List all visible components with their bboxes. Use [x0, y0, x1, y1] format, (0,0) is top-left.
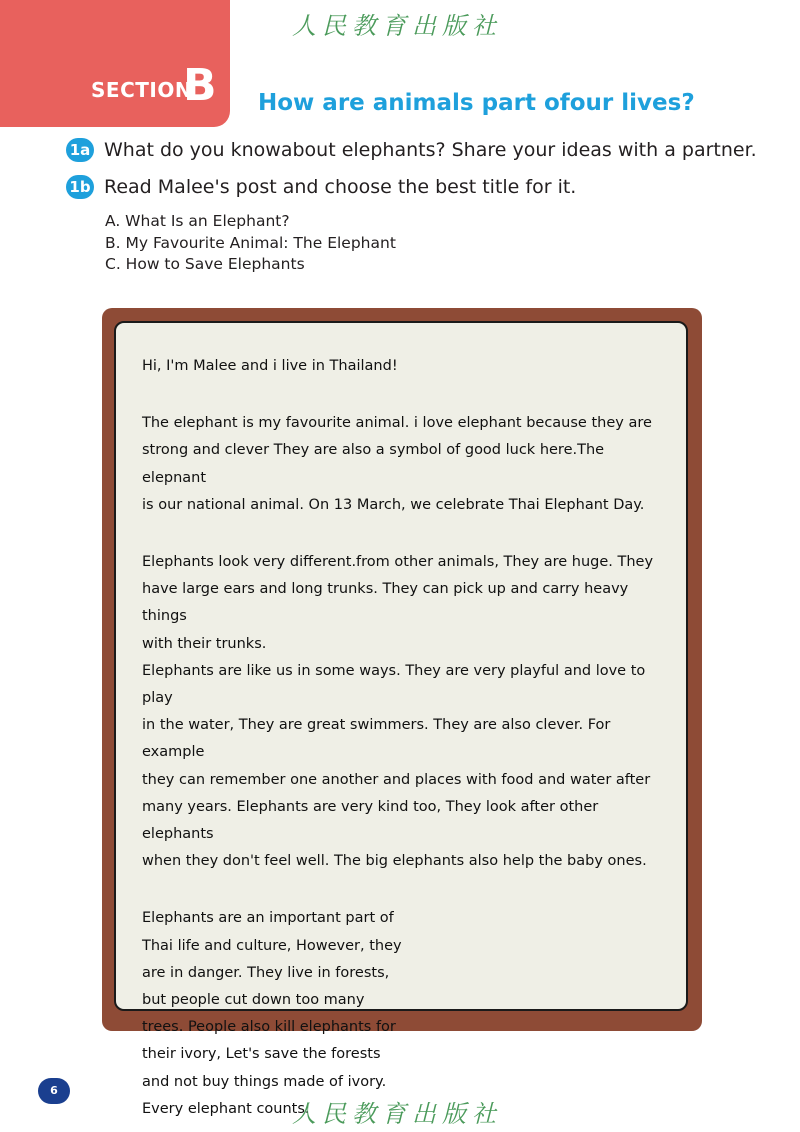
post-line: Elephants look very different.from other animals, They are huge. They — [142, 554, 654, 571]
section-tab — [0, 0, 230, 127]
post-line: they can remember one another and places with food and water after — [142, 771, 651, 788]
page-title: How are animals part ofour lives? — [258, 90, 695, 116]
post-text — [142, 353, 672, 1123]
post-paragraph-1 — [142, 410, 672, 519]
post-line: strong and clever They are also a symbol of good luck here.The elepnant — [142, 442, 605, 486]
section-letter: B — [183, 60, 217, 111]
option-b: B. My Favourite Animal: The Elephant — [105, 233, 396, 252]
task-instruction: What do you knowabout elephants? Share your ideas with a partner. — [104, 139, 757, 161]
task-instruction: Read Malee's post and choose the best title for it. — [104, 176, 577, 198]
post-line: The elephant is my favourite animal. i love elephant because they are — [142, 415, 652, 432]
publisher-logo-bottom: 人民教育出版社 — [292, 1100, 502, 1128]
post-paragraph-4 — [142, 905, 442, 1123]
post-line: many years. Elephants are very kind too, They look after other elephants — [142, 798, 599, 843]
post-line: Elephants are like us in some ways. They are very playful and love to play — [142, 662, 646, 707]
post-line: Every elephant counts. — [142, 1100, 310, 1117]
post-line: are in danger. They live in forests, — [142, 964, 390, 981]
post-line: Elephants are an important part of — [142, 910, 394, 927]
post-paragraph-3 — [142, 658, 672, 876]
post-greeting: Hi, I'm Malee and i live in Thailand! — [142, 358, 398, 374]
page-number: 6 — [38, 1078, 70, 1104]
option-c: C. How to Save Elephants — [105, 255, 305, 273]
publisher-logo-top: 人民教育出版社 — [292, 12, 502, 40]
post-line: their ivory, Let's save the forests — [142, 1046, 381, 1063]
post-paragraph-2 — [142, 549, 672, 658]
task-badge: 1b — [66, 175, 94, 199]
post-line: trees. People also kill elephants for — [142, 1019, 396, 1036]
post-line: but people cut down too many — [142, 992, 365, 1009]
post-line: have large ears and long trunks. They can pick up and carry heavy things — [142, 581, 629, 625]
post-line: in the water, They are great swimmers. They are also clever. For example — [142, 717, 611, 761]
post-line: and not buy things made of ivory. — [142, 1073, 387, 1090]
answer-options — [105, 211, 396, 276]
post-line: Thai life and culture, However, they — [142, 937, 402, 954]
section-label: SECTION — [91, 78, 193, 102]
task-badge: 1a — [66, 138, 94, 162]
post-line: with their trunks. — [142, 635, 267, 652]
post-line: is our national animal. On 13 March, we celebrate Thai Elephant Day. — [142, 496, 645, 513]
option-a: A. What Is an Elephant? — [105, 212, 290, 230]
post-line: when they don't feel well. The big elephants also help the baby ones. — [142, 853, 647, 870]
